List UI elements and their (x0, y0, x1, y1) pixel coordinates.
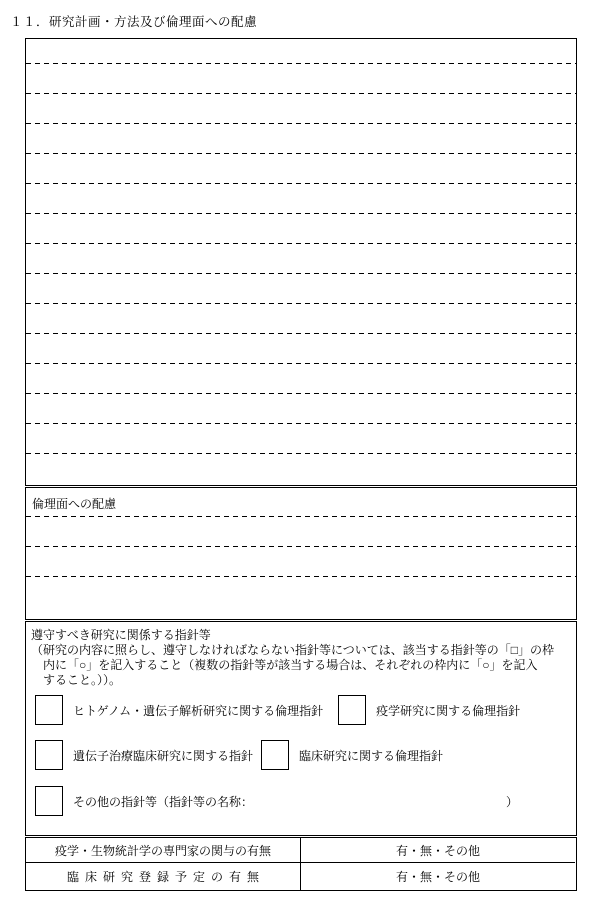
ethics-section-header (26, 488, 576, 517)
table-row-label-epidemiology-expert: 疫学・生物統計学の専門家の関与の有無 (26, 838, 301, 863)
bottom-table (25, 837, 577, 891)
guidelines-note-line: すること。））。 (31, 673, 122, 687)
other-guideline-name-blank[interactable] (253, 786, 506, 816)
ruled-line (26, 304, 576, 334)
guideline-option (261, 740, 443, 770)
guidelines-note-line: 内に「○」を記入すること（複数の指針等が該当する場合は、それぞれの枠内に「○」を記入 (31, 658, 538, 672)
ethics-consideration-writing-area[interactable] (25, 487, 577, 620)
checkbox-label: 遺伝子治療臨床研究に関する指針 (73, 748, 254, 763)
ruled-line (26, 124, 576, 154)
ruled-line (26, 39, 576, 64)
ethics-section-label: 倫理面への配慮 (32, 497, 117, 511)
checkbox-label: その他の指針等（指針等の名称： (73, 794, 254, 809)
checkbox-clinical-research-guideline[interactable] (261, 740, 289, 770)
table-row-label-clinical-registration: 臨床研究登録予定の有無 (26, 863, 301, 890)
guideline-option (338, 695, 520, 725)
guidelines-note-line: （研究の内容に照らし、遵守しなければならない指針等については、該当する指針等の「□」の枠 (31, 643, 555, 657)
guideline-checkbox-row (35, 740, 574, 770)
ruled-line (26, 274, 576, 304)
table-row-value-clinical-registration: 有・無・その他 (395, 870, 480, 884)
ruled-line (26, 154, 576, 184)
ruled-line (26, 424, 576, 454)
page-title: １１．研究計画・方法及び倫理面への配慮 (10, 15, 258, 29)
ruled-line (26, 334, 576, 364)
ruled-line (26, 214, 576, 244)
guidelines-instructions (26, 622, 576, 688)
ruled-line (26, 184, 576, 214)
checkbox-label: ヒトゲノム・遺伝子解析研究に関する倫理指針 (73, 703, 324, 718)
checkbox-label: 疫学研究に関する倫理指針 (376, 703, 521, 718)
checkbox-label: 臨床研究に関する倫理指針 (299, 748, 444, 763)
checkbox-other-guideline[interactable] (35, 786, 63, 816)
guidelines-heading: 遵守すべき研究に関係する指針等 (31, 628, 211, 642)
guideline-option (35, 740, 253, 770)
ruled-line (26, 94, 576, 124)
guideline-option (35, 695, 323, 725)
closing-parenthesis: ） (505, 794, 518, 809)
guideline-option (35, 786, 253, 816)
guideline-checkbox-row (35, 695, 574, 725)
ruled-line (26, 64, 576, 94)
checkbox-human-genome-guideline[interactable] (35, 695, 63, 725)
ruled-line (26, 364, 576, 394)
checkbox-epidemiology-guideline[interactable] (338, 695, 366, 725)
ruled-line (26, 517, 576, 547)
ruled-line (26, 394, 576, 424)
table-row-value-epidemiology-expert: 有・無・その他 (301, 838, 575, 863)
guideline-checkbox-row (35, 786, 574, 816)
checkbox-gene-therapy-guideline[interactable] (35, 740, 63, 770)
ruled-line (26, 244, 576, 274)
guidelines-section (25, 621, 577, 836)
research-plan-writing-area[interactable] (25, 38, 577, 486)
ruled-line (26, 547, 576, 577)
